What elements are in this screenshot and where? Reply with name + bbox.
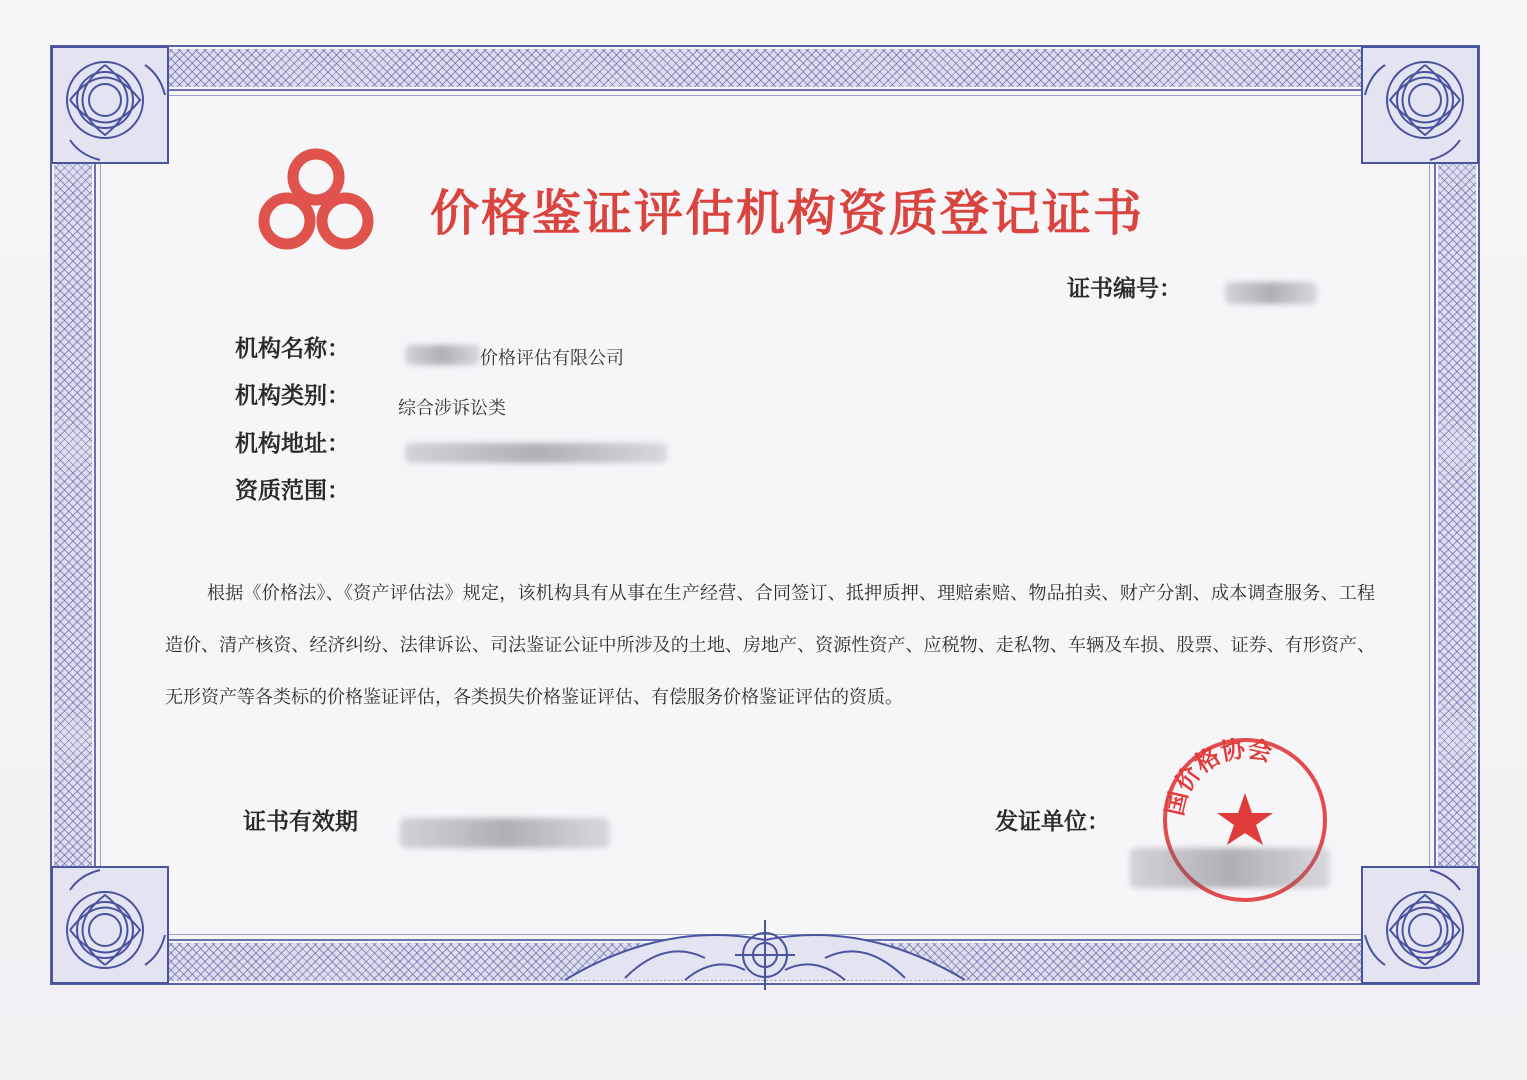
corner-ornament-icon [50,865,170,985]
certificate-number-label: 证书编号： [1067,275,1182,302]
price-logo-icon [255,143,377,255]
org-category-value: 综合涉诉讼类 [398,398,506,419]
org-name-value: 价格评估有限公司 [480,348,624,369]
seal-text: 国价格协会 [1160,735,1275,819]
corner-ornament-icon [1360,865,1480,985]
validity-redacted [400,818,610,848]
certificate-title: 价格鉴证评估机构资质登记证书 [430,184,1145,242]
guilloche-band-right [1438,49,1476,981]
guilloche-band-left [54,49,92,981]
org-name-redacted [405,345,480,365]
qualification-scope-label: 资质范围： [235,477,350,504]
corner-ornament-icon [50,45,170,165]
certificate-number-redacted [1225,282,1317,304]
bottom-ornament-icon [565,900,965,1000]
corner-ornament-icon [1360,45,1480,165]
org-category-label: 机构类别： [235,382,350,409]
qualification-body-text: 根据《价格法》、《资产评估法》规定，该机构具有从事在生产经营、合同签订、抵押质押、理赔索赔、物品拍卖、财产分割、成本调查服务、工程造价、清产核资、经济纠纷、法律诉讼、司法鉴证公证中所涉及的土地、房地产、资源性资产、应税物、走私物、车辆及车损、股票、证券、有形资产、无形资产等各类标的价格鉴证评估，各类损失价格鉴证评估、有偿服务价格鉴证评估的资质。 [165,583,1375,708]
issuer-redacted [1130,848,1330,888]
issuer-label: 发证单位： [995,808,1110,835]
org-address-label: 机构地址： [235,430,350,457]
guilloche-band-top [54,49,1476,87]
org-name-label: 机构名称： [235,335,350,362]
validity-label: 证书有效期 [243,808,358,835]
org-address-redacted [405,443,667,463]
